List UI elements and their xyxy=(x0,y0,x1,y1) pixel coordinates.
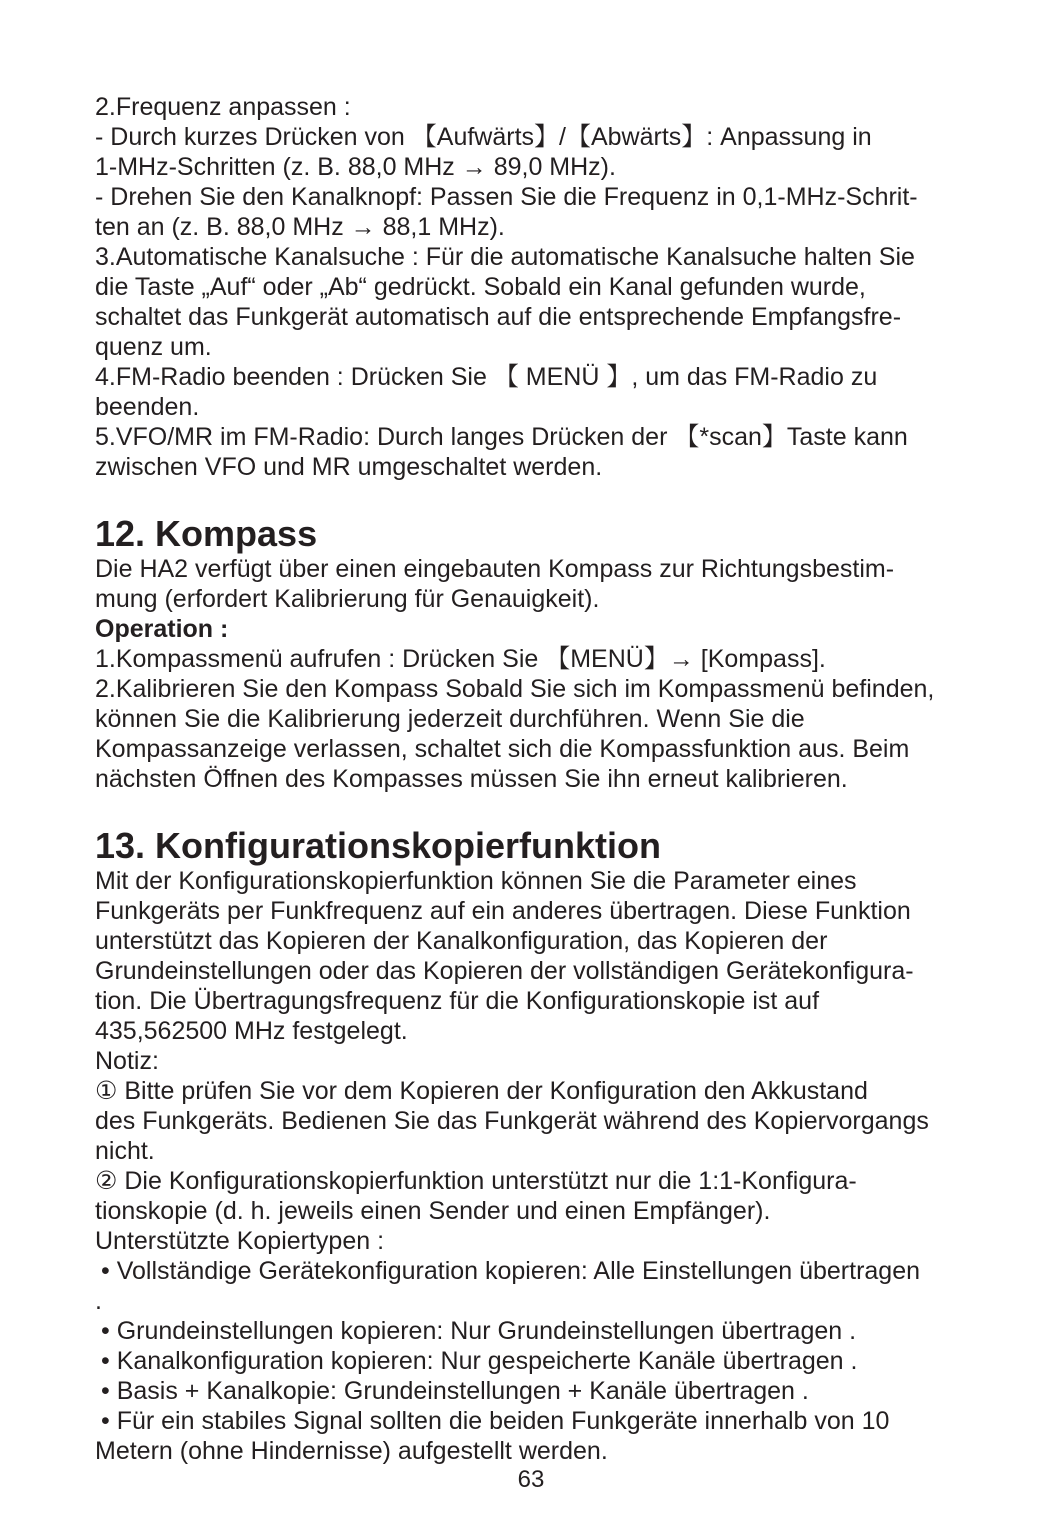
config-copy-intro-line: unterstützt das Kopieren der Kanalkonfiguration, das Kopieren der xyxy=(95,927,828,955)
copy-type-line: • Für ein stabiles Signal sollten die beiden Funkgeräte innerhalb von 10 xyxy=(101,1407,890,1435)
fm-radio-text-line: ten an (z. B. 88,0 MHz → 88,1 MHz). xyxy=(95,213,505,241)
copy-type-line: • Vollständige Gerätekonfiguration kopieren: Alle Einstellungen übertragen xyxy=(101,1257,921,1285)
kompass-section xyxy=(95,514,934,794)
fm-radio-text-line: 2.Frequenz anpassen : xyxy=(95,93,351,121)
fm-radio-text-line: quenz um. xyxy=(95,333,212,361)
config-copy-intro-line: tion. Die Übertragungsfrequenz für die Konfigurationskopie ist auf xyxy=(95,987,820,1015)
kompass-steps xyxy=(95,644,934,794)
kompass-heading: 12. Kompass xyxy=(95,513,318,554)
fm-radio-text-line: - Durch kurzes Drücken von 【Aufwärts】/【Abwärts】: Anpassung in xyxy=(95,123,872,151)
operation-label: Operation : xyxy=(95,615,229,643)
note-list xyxy=(95,1076,934,1226)
copy-type-line: Metern (ohne Hindernisse) aufgestellt werden. xyxy=(95,1437,608,1465)
copy-type-line: • Kanalkonfiguration kopieren: Nur gespeicherte Kanäle übertragen . xyxy=(101,1347,858,1375)
fm-radio-text-line: 4.FM-Radio beenden : Drücken Sie 【 MENÜ 】, um das FM-Radio zu xyxy=(95,363,878,391)
config-copy-intro-line: Mit der Konfigurationskopierfunktion können Sie die Parameter eines xyxy=(95,867,857,895)
kompass-intro-line: mung (erfordert Kalibrierung für Genauigkeit). xyxy=(95,585,600,613)
fm-radio-text-line: zwischen VFO und MR umgeschaltet werden. xyxy=(95,453,603,481)
note-line: tionskopie (d. h. jeweils einen Sender und einen Empfänger). xyxy=(95,1197,771,1225)
kompass-intro xyxy=(95,554,934,614)
kompass-step-line: 2.Kalibrieren Sie den Kompass Sobald Sie sich im Kompassmenü befinden, xyxy=(95,675,935,703)
fm-radio-text-line: die Taste „Auf“ oder „Ab“ gedrückt. Sobald ein Kanal gefunden wurde, xyxy=(95,273,866,301)
page-number: 63 xyxy=(517,1466,545,1493)
copy-types-list xyxy=(95,1256,934,1466)
config-copy-intro-line: 435,562500 MHz festgelegt. xyxy=(95,1017,408,1045)
kompass-step-line: können Sie die Kalibrierung jederzeit durchführen. Wenn Sie die xyxy=(95,705,805,733)
note-line: ② Die Konfigurationskopierfunktion unterstützt nur die 1:1-Konfigura- xyxy=(95,1167,857,1195)
config-copy-intro xyxy=(95,866,934,1046)
copy-type-line: • Basis + Kanalkopie: Grundeinstellungen + Kanäle übertragen . xyxy=(101,1377,809,1405)
copy-types-label: Unterstützte Kopiertypen : xyxy=(95,1227,385,1255)
config-copy-intro-line: Grundeinstellungen oder das Kopieren der vollständigen Gerätekonfigura- xyxy=(95,957,914,985)
note-line: ① Bitte prüfen Sie vor dem Kopieren der Konfiguration den Akkustand xyxy=(95,1077,868,1105)
kompass-step-line: nächsten Öffnen des Kompasses müssen Sie ihn erneut kalibrieren. xyxy=(95,765,848,793)
note-label: Notiz: xyxy=(95,1047,159,1075)
kompass-step-line: 1.Kompassmenü aufrufen : Drücken Sie 【MENÜ】→ [Kompass]. xyxy=(95,645,826,673)
fm-radio-text-line: 1-MHz-Schritten (z. B. 88,0 MHz → 89,0 MHz). xyxy=(95,153,616,181)
note-line: nicht. xyxy=(95,1137,155,1165)
config-copy-heading: 13. Konfigurationskopierfunktion xyxy=(95,825,662,866)
fm-radio-section xyxy=(95,92,934,482)
manual-page-body xyxy=(95,92,934,1466)
fm-radio-text-line: 5.VFO/MR im FM-Radio: Durch langes Drücken der 【*scan】Taste kann xyxy=(95,423,908,451)
kompass-intro-line: Die HA2 verfügt über einen eingebauten Kompass zur Richtungsbestim- xyxy=(95,555,895,583)
kompass-step-line: Kompassanzeige verlassen, schaltet sich die Kompassfunktion aus. Beim xyxy=(95,735,910,763)
fm-radio-text-line: beenden. xyxy=(95,393,200,421)
copy-type-line: . xyxy=(95,1287,102,1315)
config-copy-intro-line: Funkgeräts per Funkfrequenz auf ein anderes übertragen. Diese Funktion xyxy=(95,897,911,925)
copy-type-line: • Grundeinstellungen kopieren: Nur Grundeinstellungen übertragen . xyxy=(101,1317,857,1345)
note-line: des Funkgeräts. Bedienen Sie das Funkgerät während des Kopiervorgangs xyxy=(95,1107,929,1135)
fm-radio-text-line: 3.Automatische Kanalsuche : Für die automatische Kanalsuche halten Sie xyxy=(95,243,915,271)
config-copy-section xyxy=(95,826,934,1466)
fm-radio-text-line: - Drehen Sie den Kanalknopf: Passen Sie die Frequenz in 0,1-MHz-Schrit- xyxy=(95,183,918,211)
fm-radio-text-line: schaltet das Funkgerät automatisch auf die entsprechende Empfangsfre- xyxy=(95,303,902,331)
